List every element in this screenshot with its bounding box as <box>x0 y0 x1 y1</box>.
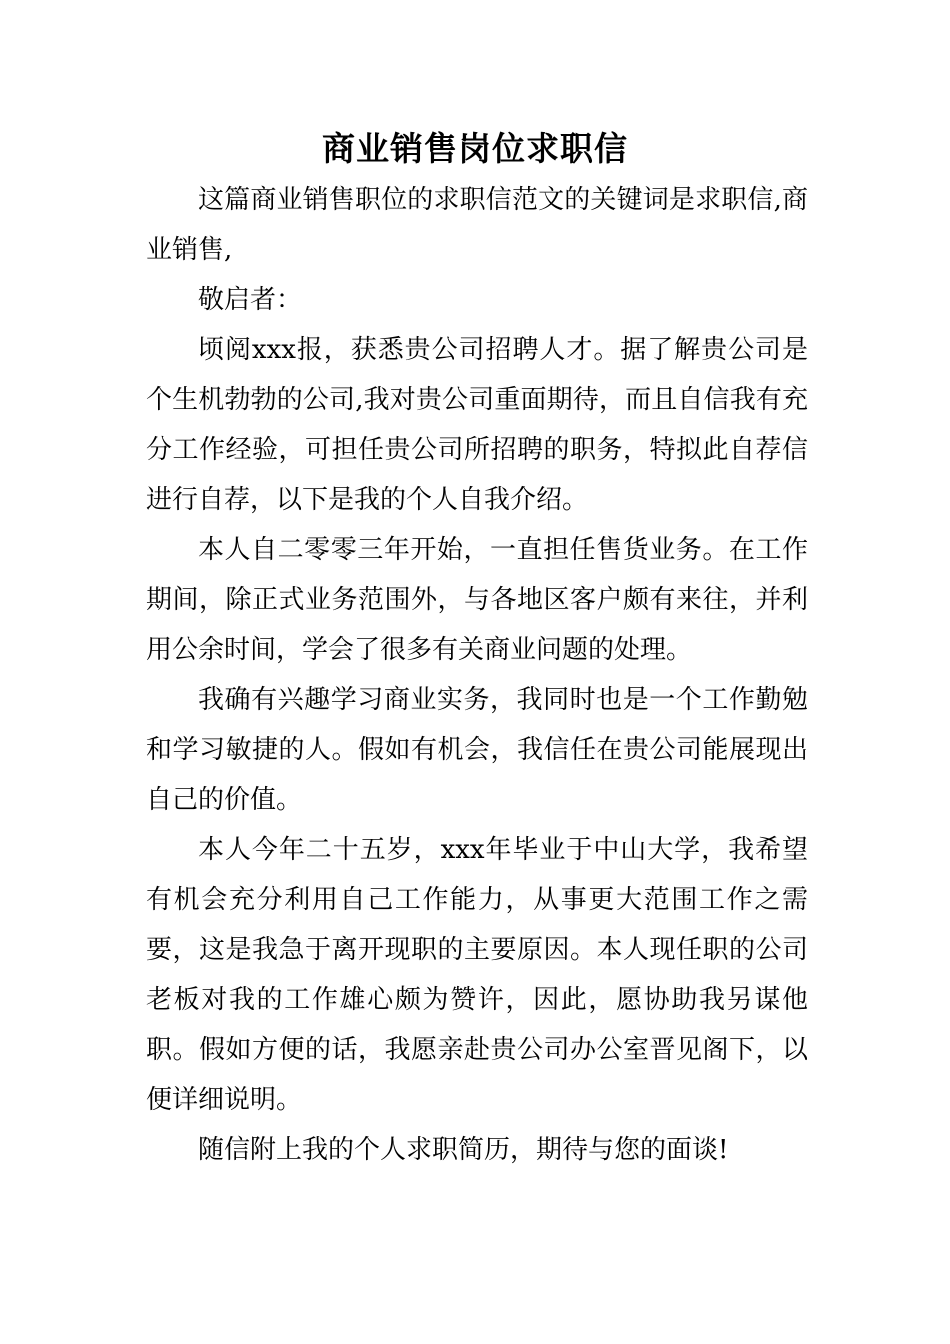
body-paragraph-3: 我确有兴趣学习商业实务，我同时也是一个工作勤勉和学习敏捷的人。假如有机会，我信任在贵公司能展现出自己的价值。 <box>146 685 808 815</box>
body-paragraph-1: 顷阅xxx报，获悉贵公司招聘人才。据了解贵公司是个生机勃勃的公司,我对贵公司重面期待，而且自信我有充分工作经验，可担任贵公司所招聘的职务，特拟此自荐信进行自荐，以下是我的个人自我介绍。 <box>146 335 808 515</box>
document-title: 商业销售岗位求职信 <box>322 129 628 168</box>
letter-body <box>146 175 808 1175</box>
body-paragraph-2: 本人自二零零三年开始，一直担任售货业务。在工作期间，除正式业务范围外，与各地区客户颇有来往，并利用公余时间，学会了很多有关商业问题的处理。 <box>146 535 808 665</box>
closing-paragraph: 随信附上我的个人求职简历，期待与您的面谈! <box>198 1135 729 1165</box>
salutation: 敬启者： <box>198 285 303 315</box>
intro-paragraph: 这篇商业销售职位的求职信范文的关键词是求职信,商业销售, <box>146 185 808 265</box>
body-paragraph-4: 本人今年二十五岁，xxx年毕业于中山大学，我希望有机会充分利用自己工作能力，从事更大范围工作之需要，这是我急于离开现职的主要原因。本人现任职的公司老板对我的工作雄心颇为赞许，因此，愿协助我另谋他职。假如方便的话，我愿亲赴贵公司办公室晋见阁下，以便详细说明。 <box>146 835 808 1115</box>
